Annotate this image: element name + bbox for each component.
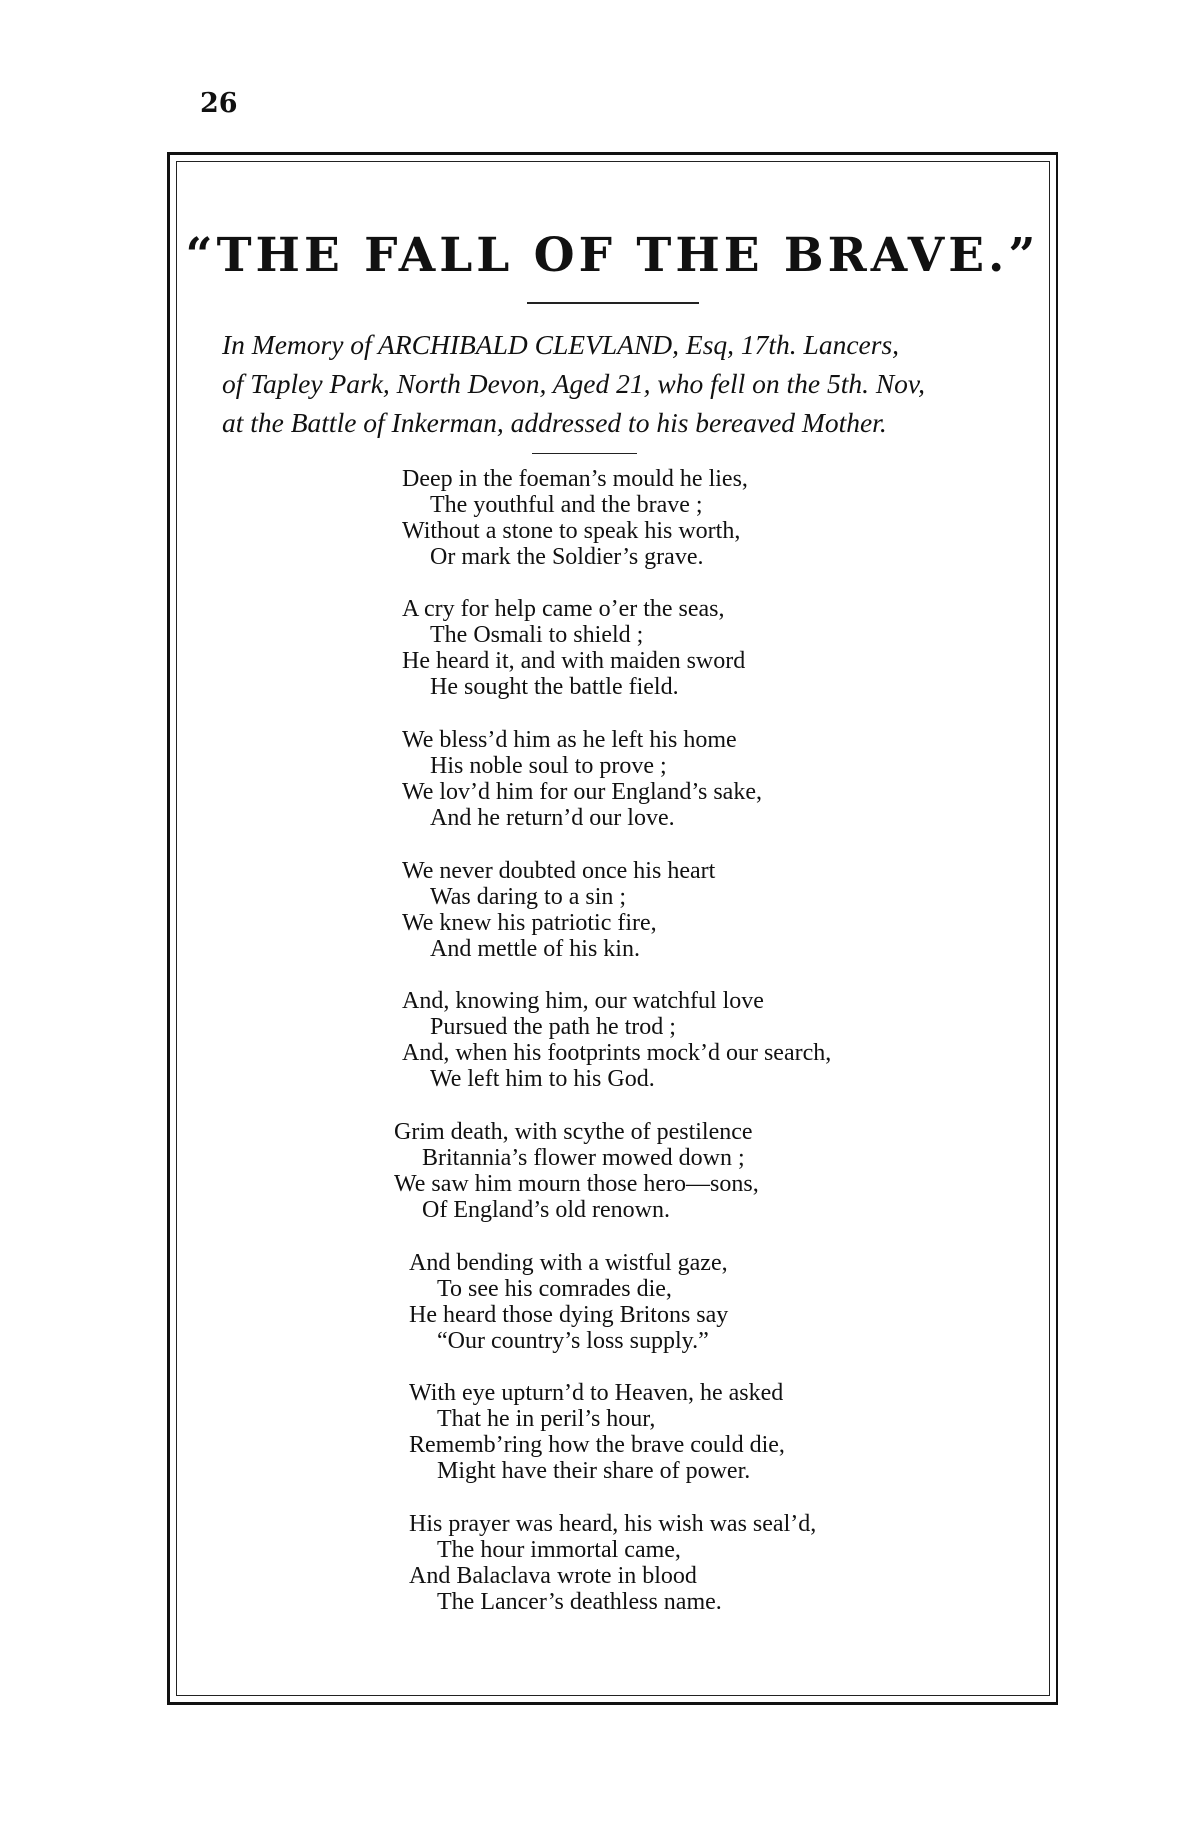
verse-line: He heard those dying Britons say [409,1302,729,1328]
stanza [402,596,962,700]
verse-line: We left him to his God. [430,1066,655,1092]
verse-line: The hour immortal came, [437,1537,681,1563]
verse-line: Without a stone to speak his worth, [402,518,741,544]
verse-line: And he return’d our love. [430,805,675,831]
verse-line: Pursued the path he trod ; [430,1014,676,1040]
verse-line: Of England’s old renown. [422,1197,670,1223]
verse-line: “Our country’s loss supply.” [437,1328,709,1354]
dedication [222,325,1042,442]
verse-line: With eye upturn’d to Heaven, he asked [409,1380,784,1406]
stanza [402,466,962,570]
stanza [409,1250,969,1354]
verse-line: His prayer was heard, his wish was seal’d, [409,1511,817,1537]
verse-line: Deep in the foeman’s mould he lies, [402,466,748,492]
verse-line: And bending with a wistful gaze, [409,1250,728,1276]
stanza [402,988,962,1092]
verse-line: Or mark the Soldier’s grave. [430,544,704,570]
verse-line: Might have their share of power. [437,1458,751,1484]
verse-line: We saw him mourn those hero—sons, [394,1171,759,1197]
verse-line: He heard it, and with maiden sword [402,648,746,674]
verse-line: His noble soul to prove ; [430,753,667,779]
verse-line: A cry for help came o’er the seas, [402,596,725,622]
verse-line: Rememb’ring how the brave could die, [409,1432,785,1458]
verse-line: The Lancer’s deathless name. [437,1589,722,1615]
dedication-rule [532,453,637,454]
verse-line: The youthful and the brave ; [430,492,703,518]
verse-line: We lov’d him for our England’s sake, [402,779,762,805]
stanza [409,1380,969,1484]
page-number: 26 [200,88,238,119]
verse-line: And, when his footprints mock’d our search, [402,1040,832,1066]
verse-line: We bless’d him as he left his home [402,727,737,753]
stanza [409,1511,969,1615]
verse-line: And Balaclava wrote in blood [409,1563,697,1589]
verse-line: We never doubted once his heart [402,858,716,884]
stanza [402,727,962,831]
stanza [402,858,962,962]
verse-line: And mettle of his kin. [430,936,640,962]
title-rule [527,302,699,304]
verse-line: Grim death, with scythe of pestilence [394,1119,753,1145]
poem-title: “THE FALL OF THE BRAVE.” [185,228,1040,283]
verse-line: To see his comrades die, [437,1276,672,1302]
verse-line: The Osmali to shield ; [430,622,644,648]
dedication-line: of Tapley Park, North Devon, Aged 21, who fell on the 5th. Nov, [222,368,925,399]
verse-line: He sought the battle field. [430,674,679,700]
dedication-line: In Memory of ARCHIBALD CLEVLAND, Esq, 17th. Lancers, [222,329,900,360]
dedication-line: at the Battle of Inkerman, addressed to his bereaved Mother. [222,407,887,438]
verse-line: Was daring to a sin ; [430,884,627,910]
verse-line: That he in peril’s hour, [437,1406,656,1432]
verse-line: Britannia’s flower mowed down ; [422,1145,745,1171]
verse-line: And, knowing him, our watchful love [402,988,764,1014]
verse-line: We knew his patriotic fire, [402,910,657,936]
stanza [394,1119,954,1223]
